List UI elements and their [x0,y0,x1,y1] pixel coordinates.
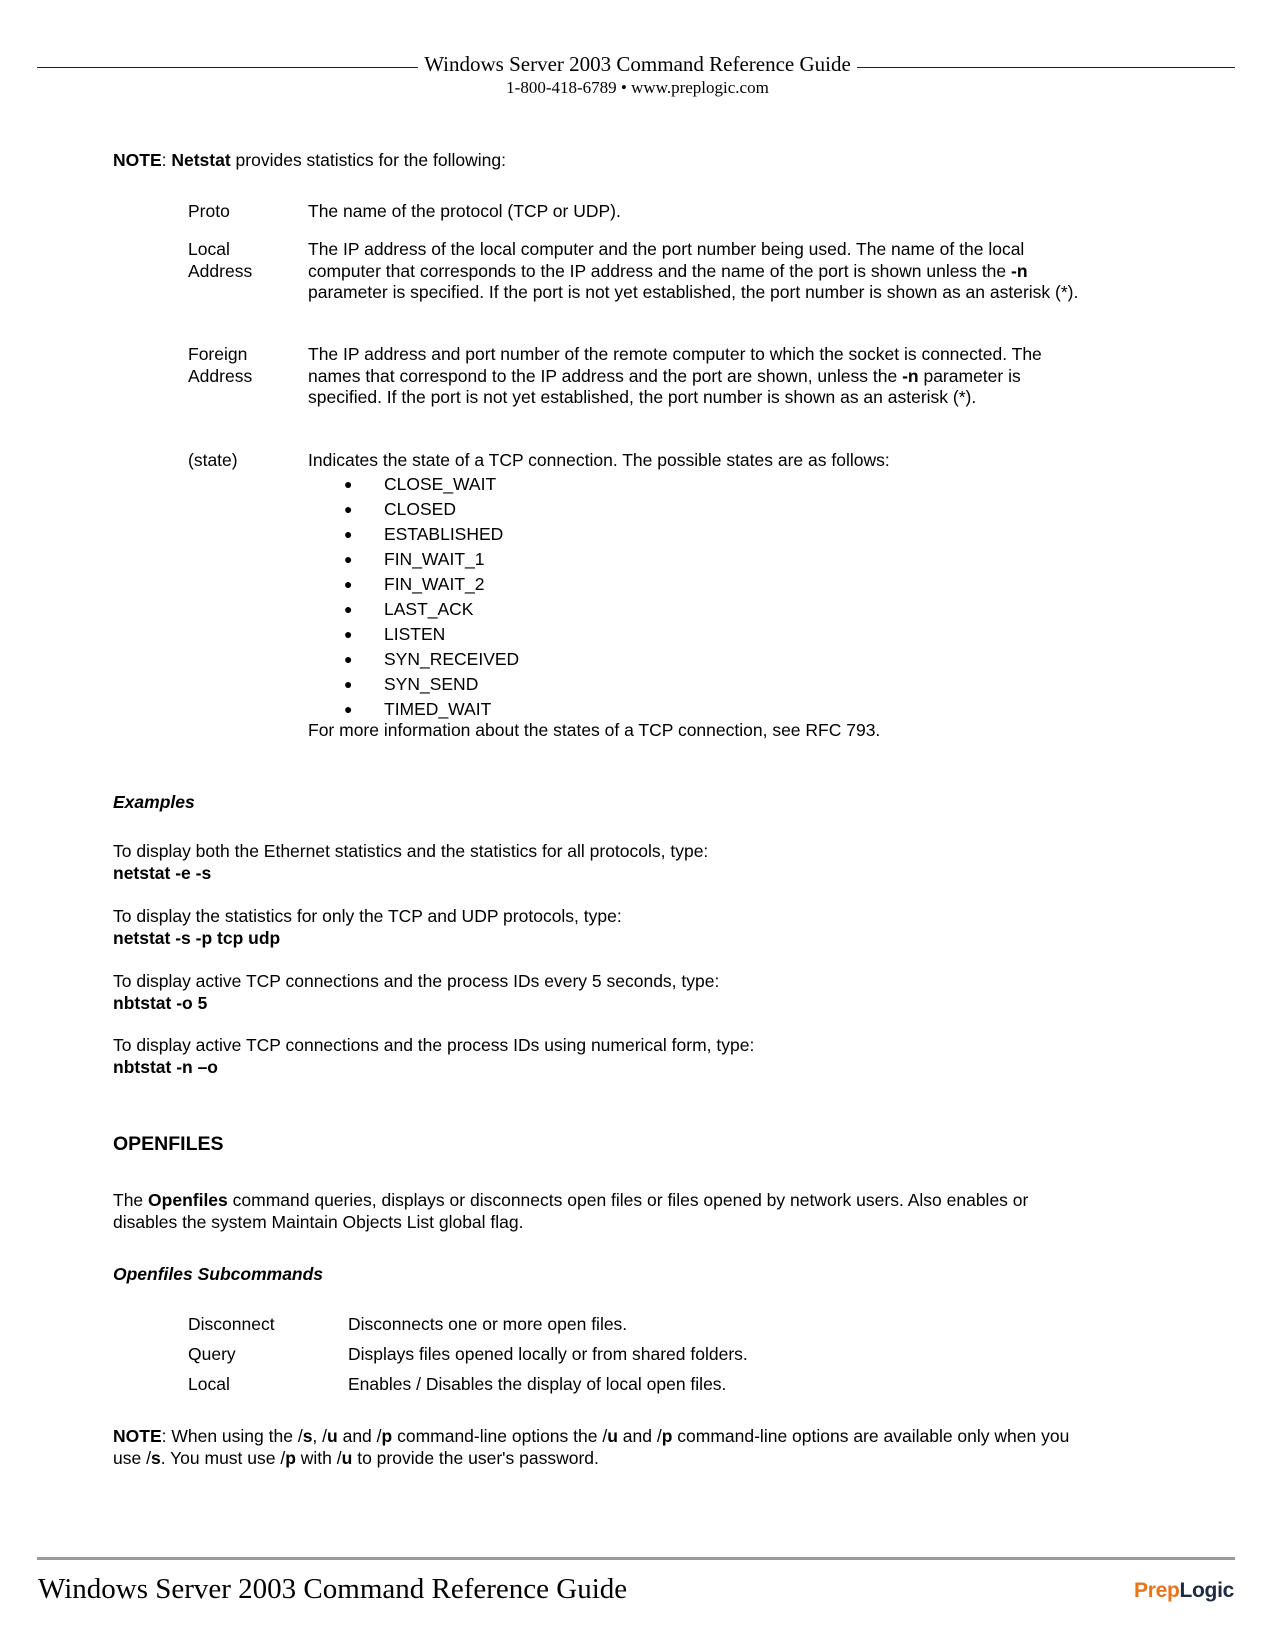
subcommand-term: Local [188,1374,230,1394]
bullet-icon: ● [344,601,353,617]
list-item: ● LAST_ACK [344,599,474,619]
list-item: ● CLOSE_WAIT [344,474,497,494]
rfc-reference: For more information about the states of a TCP connection, see RFC 793. [308,720,881,740]
term-state: (state) [188,450,238,470]
bullet-icon: ● [344,576,353,592]
bullet-icon: ● [344,626,353,642]
example-4: To display active TCP connections and the process IDs using numerical form, type: nbtstat -n –o [113,1035,755,1077]
footer-rule [37,1557,1235,1560]
list-item: ● FIN_WAIT_2 [344,574,485,594]
term-local-address: Local Address [188,239,253,281]
subcommand-desc: Displays files opened locally or from shared folders. [348,1344,748,1364]
bullet-icon: ● [344,501,353,517]
list-item: ● CLOSED [344,499,456,519]
desc-local-address: The IP address of the local computer and the port number being used. The name of the local computer that corresponds to the IP address and the name of the port is shown unless the -n parameter is specified. If the port is not yet established, the port number is shown as an asterisk (*). [308,239,1079,302]
example-1: To display both the Ethernet statistics and the statistics for all protocols, type: netstat -e -s [113,841,709,883]
desc-state: Indicates the state of a TCP connection. The possible states are as follows: [308,450,890,470]
bullet-icon: ● [344,701,353,717]
examples-heading: Examples [113,792,195,812]
example-3: To display active TCP connections and the process IDs every 5 seconds, type: nbtstat -o 5 [113,971,720,1013]
list-item: ● FIN_WAIT_1 [344,549,485,569]
list-item: ● ESTABLISHED [344,524,504,544]
term-foreign-address: Foreign Address [188,344,253,386]
desc-proto: The name of the protocol (TCP or UDP). [308,201,621,221]
subcommand-desc: Enables / Disables the display of local open files. [348,1374,727,1394]
bullet-icon: ● [344,551,353,567]
tcp-state-list [340,473,519,723]
bullet-icon: ● [344,676,353,692]
footer-title: Windows Server 2003 Command Reference Guide [38,1573,628,1605]
subcommand-term: Disconnect [188,1314,275,1334]
term-proto: Proto [188,201,230,221]
list-item: ● LISTEN [344,624,446,644]
subcommand-desc: Disconnects one or more open files. [348,1314,628,1334]
bullet-icon: ● [344,651,353,667]
header-contact: 1-800-418-6789 • www.preplogic.com [0,78,1275,98]
netstat-note: NOTE: Netstat provides statistics for the following: [113,150,506,170]
openfiles-heading: OPENFILES [113,1133,224,1155]
list-item: ● SYN_RECEIVED [344,649,520,669]
bullet-icon: ● [344,526,353,542]
openfiles-intro: The Openfiles command queries, displays or disconnects open files or files opened by network users. Also enables or disables the system Maintain Objects List global flag. [113,1190,1029,1232]
preplogic-logo: PrepLogic [1134,1579,1234,1602]
example-2: To display the statistics for only the TCP and UDP protocols, type: netstat -s -p tcp udp [113,906,622,948]
subcommand-term: Query [188,1344,236,1364]
list-item: ● TIMED_WAIT [344,699,492,719]
list-item: ● SYN_SEND [344,674,479,694]
desc-foreign-address: The IP address and port number of the remote computer to which the socket is connected. The names that correspond to the IP address and the port are shown, unless the -n parameter is specified. If the port is not yet established, the port number is shown as an asterisk (*). [308,344,1042,407]
header-title: Windows Server 2003 Command Reference Guide [0,52,1275,76]
bullet-icon: ● [344,476,353,492]
openfiles-subcommands-heading: Openfiles Subcommands [113,1264,324,1284]
openfiles-note: NOTE: When using the /s, /u and /p command-line options the /u and /p command-line options are available only when you use /s. You must use /p with /u to provide the user's password. [113,1426,1070,1468]
